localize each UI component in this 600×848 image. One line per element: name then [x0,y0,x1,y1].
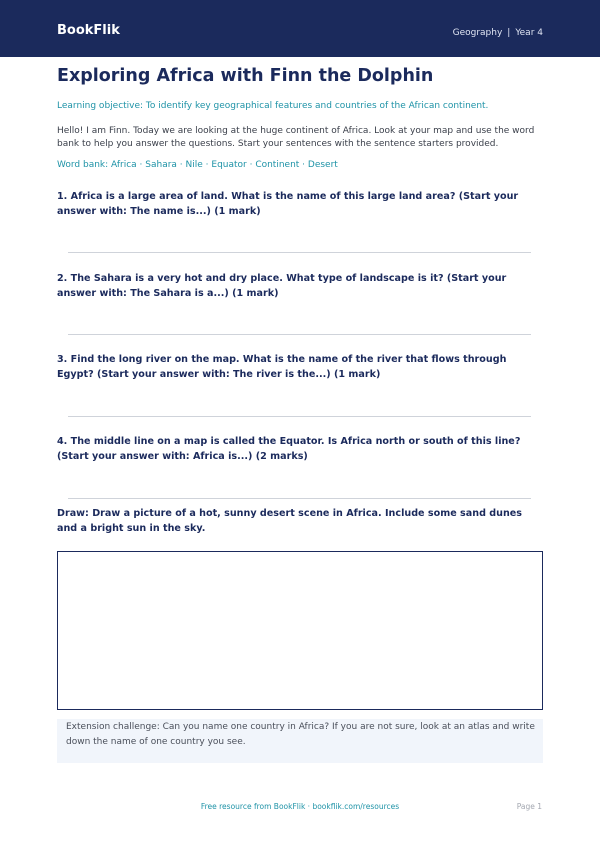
footer-source-link[interactable]: Free resource from BookFlik · bookflik.com/resources [200,802,400,811]
page-number: Page 1 [516,802,542,811]
meta-separator: | [507,28,511,38]
answer-line-2[interactable] [68,334,531,335]
draw-task: Draw: Draw a picture of a hot, sunny desert scene in Africa. Include some sand dunes and a bright sun in the sky. [57,508,523,534]
question-2: 2. The Sahara is a very hot and dry place. What type of landscape is it? (Start your answer with: The Sahara is a...) (1 mark) [57,273,507,299]
extension-challenge-box [57,719,543,763]
page-header [0,0,600,57]
drawing-area[interactable] [57,551,543,710]
answer-line-3[interactable] [68,416,531,417]
question-4: 4. The middle line on a map is called the Equator. Is Africa north or south of this line? (Start your answer with: Africa is...) (2 marks) [57,436,521,462]
intro-text: Hello! I am Finn. Today we are looking at the huge continent of Africa. Look at your map and use the word bank to help you answer the questions. Start your sentences with the sentence starters provided. [57,126,535,149]
brand-logo-text: BookFlik [57,23,120,38]
word-bank: Word bank: Africa · Sahara · Nile · Equator · Continent · Desert [57,160,338,170]
worksheet-title: Exploring Africa with Finn the Dolphin [57,66,434,86]
year-label: Year 4 [515,28,543,38]
subject-label: Geography [452,28,503,38]
learning-objective: Learning objective: To identify key geographical features and countries of the African continent. [57,101,489,111]
question-1: 1. Africa is a large area of land. What is the name of this large land area? (Start your answer with: The name is...) (1 mark) [57,191,519,217]
extension-challenge-text: Extension challenge: Can you name one country in Africa? If you are not sure, look at an atlas and write down the name of one country you see. [66,722,535,747]
answer-line-1[interactable] [68,252,531,253]
question-3: 3. Find the long river on the map. What is the name of the river that flows through Egypt? (Start your answer with: The river is the...) (1 mark) [57,354,507,380]
answer-line-4[interactable] [68,498,531,499]
subject-year-label [453,27,543,39]
